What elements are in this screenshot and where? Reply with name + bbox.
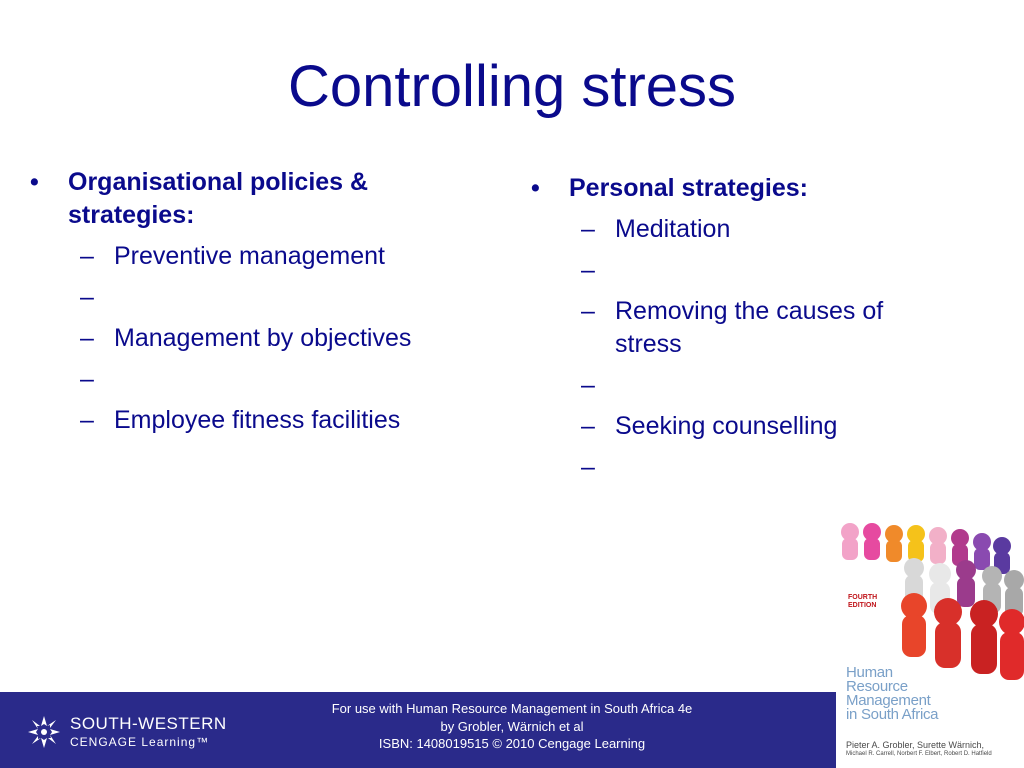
pawn-figures-image	[836, 518, 1024, 768]
list-item-text: Preventive management	[114, 242, 385, 270]
list-item	[531, 295, 951, 361]
cengage-star-icon	[26, 714, 62, 750]
dash-icon: –	[581, 371, 595, 399]
cover-title	[846, 666, 938, 722]
right-heading: Personal strategies:	[569, 174, 808, 202]
cover-title-line1: Human	[846, 664, 893, 681]
logo-tm: ™	[196, 735, 210, 749]
right-column	[531, 172, 951, 484]
list-item-text: Removing the causes of stress	[615, 297, 884, 358]
list-item-text: Seeking counselling	[615, 412, 838, 440]
left-heading: Organisational policies & strategies:	[68, 168, 369, 229]
dash-icon: –	[581, 412, 595, 440]
list-item-text: Management by objectives	[114, 324, 412, 352]
list-item	[30, 240, 470, 273]
cover-authors-line1: Pieter A. Grobler, Surette Wärnich,	[846, 740, 985, 750]
dash-icon: –	[80, 242, 94, 270]
list-item	[531, 369, 951, 402]
list-item	[531, 410, 951, 443]
slide-title: Controlling stress	[287, 54, 737, 119]
cover-authors	[846, 740, 1024, 758]
list-item	[30, 404, 470, 437]
dash-icon: –	[80, 283, 94, 311]
dash-icon: –	[80, 406, 94, 434]
dash-icon: –	[581, 297, 595, 325]
dash-icon: –	[80, 365, 94, 393]
edition-label	[848, 594, 877, 610]
cover-title-line4: in South Africa	[846, 706, 939, 723]
list-item	[531, 213, 951, 246]
cover-authors-line2: Michael R. Carrell, Norbert F. Elbert, Robert D. Hatfield	[846, 751, 992, 757]
edition-line2: EDITION	[848, 602, 877, 609]
list-item	[531, 451, 951, 484]
list-item-text: Meditation	[615, 215, 731, 243]
bullet-icon: •	[30, 168, 39, 196]
list-item	[30, 363, 470, 396]
footer-credit-line2: by Grobler, Wärnich et al	[440, 718, 584, 734]
left-column	[30, 166, 470, 437]
list-item	[30, 281, 470, 314]
cover-title-line3: Management	[846, 692, 931, 709]
cover-title-line2: Resource	[846, 678, 908, 695]
list-item	[531, 254, 951, 287]
logo-line2	[70, 734, 209, 750]
list-item	[30, 322, 470, 355]
dash-icon: –	[581, 453, 595, 481]
footer-credit	[284, 700, 740, 753]
left-heading-bullet	[30, 166, 470, 232]
footer-credit-line3: ISBN: 1408019515 © 2010 Cengage Learning	[378, 736, 646, 751]
logo-line2-text: CENGAGE Learning	[70, 735, 197, 749]
dash-icon: –	[80, 324, 94, 352]
list-item-text: Employee fitness facilities	[114, 406, 401, 434]
right-heading-bullet	[531, 172, 951, 205]
footer-credit-line1: For use with Human Resource Management in South Africa 4e	[331, 701, 693, 716]
book-cover	[836, 518, 1024, 768]
dash-icon: –	[581, 215, 595, 243]
logo-line1: SOUTH-WESTERN	[70, 714, 227, 733]
edition-line1: FOURTH	[848, 594, 878, 601]
dash-icon: –	[581, 256, 595, 284]
footer-bar	[0, 692, 836, 768]
bullet-icon: •	[531, 174, 540, 202]
publisher-logo	[26, 710, 246, 754]
